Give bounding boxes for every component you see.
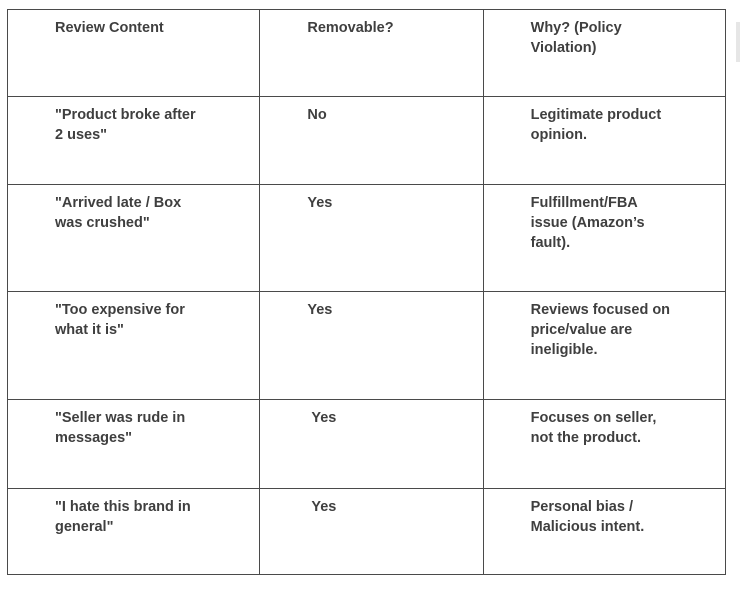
review-content-text: "Arrived late / Box was crushed" [55,194,182,231]
reason-text: Focuses on seller, not the product. [530,410,657,447]
reason-cell [483,400,725,488]
review-content-text: "I hate this brand in general" [55,498,191,535]
removable-cell [260,97,483,184]
table-row [8,292,726,400]
reason-cell [483,184,725,292]
reason-cell [483,97,725,184]
review-content-text: "Product broke after 2 uses" [55,107,196,144]
table-row [8,488,726,575]
table-row [8,184,726,292]
reason-text: Personal bias / Malicious intent. [530,498,645,535]
header-cell-review-content [8,10,260,97]
review-content-cell [8,184,260,292]
removable-cell [260,184,483,292]
reason-cell [483,488,725,575]
reason-text: Legitimate product opinion. [530,107,662,144]
table-header-row [8,10,726,97]
review-content-cell [8,97,260,184]
reason-text: Reviews focused on price/value are ineligible. [530,302,671,359]
header-cell-removable [260,10,483,97]
review-content-text: "Too expensive for what it is" [55,302,185,339]
review-content-cell [8,488,260,575]
review-removal-policy-table [7,9,726,575]
reason-text: Fulfillment/FBA issue (Amazon’s fault). [530,194,645,251]
removable-cell [260,292,483,400]
table-row [8,97,726,184]
header-review-content: Review Content [55,20,164,36]
review-content-text: "Seller was rude in messages" [55,410,186,447]
removable-value: Yes [311,410,337,427]
removable-value: Yes [307,194,333,211]
page-edge-shadow [736,22,740,62]
review-content-cell [8,292,260,400]
removable-cell [260,488,483,575]
header-cell-why [483,10,725,97]
header-why-policy-violation: Why? (Policy Violation) [530,20,622,56]
removable-value: No [307,107,327,124]
reason-cell [483,292,725,400]
header-removable: Removable? [307,20,394,36]
removable-value: Yes [307,302,333,319]
table-row [8,400,726,488]
removable-cell [260,400,483,488]
removable-value: Yes [311,498,337,515]
review-content-cell [8,400,260,488]
